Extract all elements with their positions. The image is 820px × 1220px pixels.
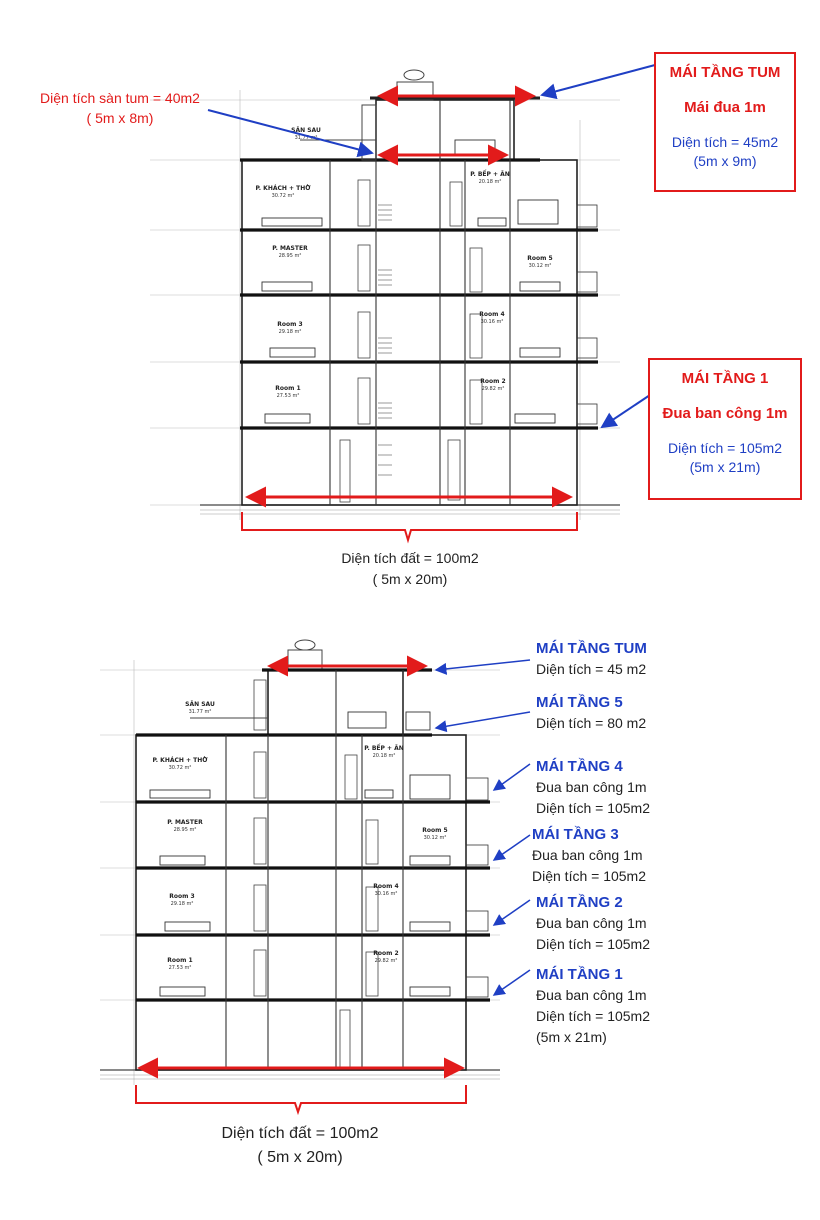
room-3-name: Room 3: [277, 321, 303, 328]
b-san-sau-area: 31.77 m²: [188, 709, 212, 715]
label-t5-title: MÁI TẦNG 5: [536, 694, 623, 711]
room-khach-area: 30.72 m²: [271, 193, 295, 199]
label-t1-title: MÁI TẦNG 1: [536, 966, 623, 983]
label-t4-line-1: Đua ban công 1m: [536, 779, 647, 795]
label-t2-line-1: Đua ban công 1m: [536, 915, 647, 931]
label-mai-tang-4: [536, 756, 650, 819]
box-tum-subtitle: Mái đua 1m: [684, 99, 766, 116]
san-sau-area: 31.77 m²: [294, 135, 318, 141]
room-5-name: Room 5: [527, 255, 553, 262]
room-4-area: 30.16 m²: [480, 319, 504, 325]
room-bep-area: 20.18 m²: [478, 179, 502, 185]
label-tum-title: MÁI TẦNG TUM: [536, 640, 647, 657]
label-t2-line-2: Diện tích = 105m2: [536, 936, 651, 952]
label-tum-line-1: Diện tích = 45 m2: [536, 661, 647, 677]
label-t3-title: MÁI TẦNG 3: [532, 826, 619, 843]
room-1-area: 27.53 m²: [276, 393, 300, 399]
room-master-area: 28.95 m²: [278, 253, 302, 259]
b-room-1-area: 27.53 m²: [168, 965, 192, 971]
b-room-khach-name: P. KHÁCH + THỜ: [152, 757, 208, 764]
b-room-4-name: Room 4: [373, 883, 399, 890]
bottom-blue-arrows: [436, 660, 530, 995]
box-tum-area: Diện tích = 45m2: [671, 134, 779, 150]
room-2-name: Room 2: [480, 378, 506, 385]
bottom-building-section: [100, 640, 500, 1085]
b-room-bep-name: P. BẾP + ĂN: [364, 745, 404, 752]
room-5-area: 30.12 m²: [528, 263, 552, 269]
san-tum-dim: ( 5m x 8m): [86, 110, 154, 126]
box-tum-dim: (5m x 9m): [693, 153, 757, 169]
room-4-name: Room 4: [479, 311, 505, 318]
b-room-5-area: 30.12 m²: [423, 835, 447, 841]
label-t3-line-2: Diện tích = 105m2: [532, 868, 647, 884]
b-room-bep-area: 20.18 m²: [372, 753, 396, 759]
label-mai-tang-2: [536, 892, 650, 955]
label-t1-line-3: (5m x 21m): [536, 1029, 607, 1045]
b-room-2-area: 29.82 m²: [374, 958, 398, 964]
label-t4-title: MÁI TẦNG 4: [536, 758, 623, 775]
box-tang1-title: MÁI TẦNG 1: [681, 370, 769, 387]
label-mai-tang-1: [536, 964, 650, 1048]
box-tum-title: MÁI TẦNG TUM: [669, 64, 781, 81]
room-2-area: 29.82 m²: [481, 386, 505, 392]
top-land-dim: ( 5m x 20m): [372, 571, 448, 587]
label-mai-tang-tum: [536, 638, 647, 680]
room-master-name: P. MASTER: [272, 245, 308, 252]
b-room-khach-area: 30.72 m²: [168, 765, 192, 771]
box-tang1-area: Diện tích = 105m2: [667, 440, 782, 456]
b-room-master-area: 28.95 m²: [173, 827, 197, 833]
label-t2-title: MÁI TẦNG 2: [536, 894, 623, 911]
top-building-section: [150, 70, 620, 520]
b-room-3-name: Room 3: [169, 893, 195, 900]
b-room-3-area: 29.18 m²: [170, 901, 194, 907]
label-t5-line-1: Diện tích = 80 m2: [536, 715, 647, 731]
b-room-master-name: P. MASTER: [167, 819, 203, 826]
label-mai-tang-3: [532, 824, 646, 887]
top-red-markers: [242, 96, 577, 540]
san-sau-label: SÂN SAU: [291, 127, 321, 134]
room-1-name: Room 1: [275, 385, 301, 392]
top-land-note: [310, 548, 510, 590]
bottom-land-area: Diện tích đất = 100m2: [221, 1125, 379, 1142]
bottom-land-note: [190, 1122, 410, 1170]
b-room-4-area: 30.16 m²: [374, 891, 398, 897]
label-t1-line-2: Diện tích = 105m2: [536, 1008, 651, 1024]
room-khach-name: P. KHÁCH + THỜ: [255, 185, 311, 192]
box-mai-tang-1: [648, 358, 802, 500]
top-land-area: Diện tích đất = 100m2: [341, 550, 479, 566]
san-tum-note: [20, 88, 220, 128]
label-mai-tang-5: [536, 692, 646, 734]
label-t3-line-1: Đua ban công 1m: [532, 847, 643, 863]
box-mai-tang-tum: [654, 52, 796, 192]
label-t4-line-2: Diện tích = 105m2: [536, 800, 651, 816]
box-tang1-dim: (5m x 21m): [689, 459, 761, 475]
san-tum-label: Diện tích sàn tum = 40m2: [40, 90, 200, 106]
b-san-sau-label: SÂN SAU: [185, 701, 215, 708]
room-bep-name: P. BẾP + ĂN: [470, 171, 510, 178]
bottom-red-markers: [136, 666, 466, 1112]
b-room-5-name: Room 5: [422, 827, 448, 834]
label-t1-line-1: Đua ban công 1m: [536, 987, 647, 1003]
b-room-2-name: Room 2: [373, 950, 399, 957]
b-room-1-name: Room 1: [167, 957, 193, 964]
box-tang1-subtitle: Đua ban công 1m: [662, 405, 788, 422]
bottom-land-dim: ( 5m x 20m): [257, 1149, 343, 1166]
room-3-area: 29.18 m²: [278, 329, 302, 335]
